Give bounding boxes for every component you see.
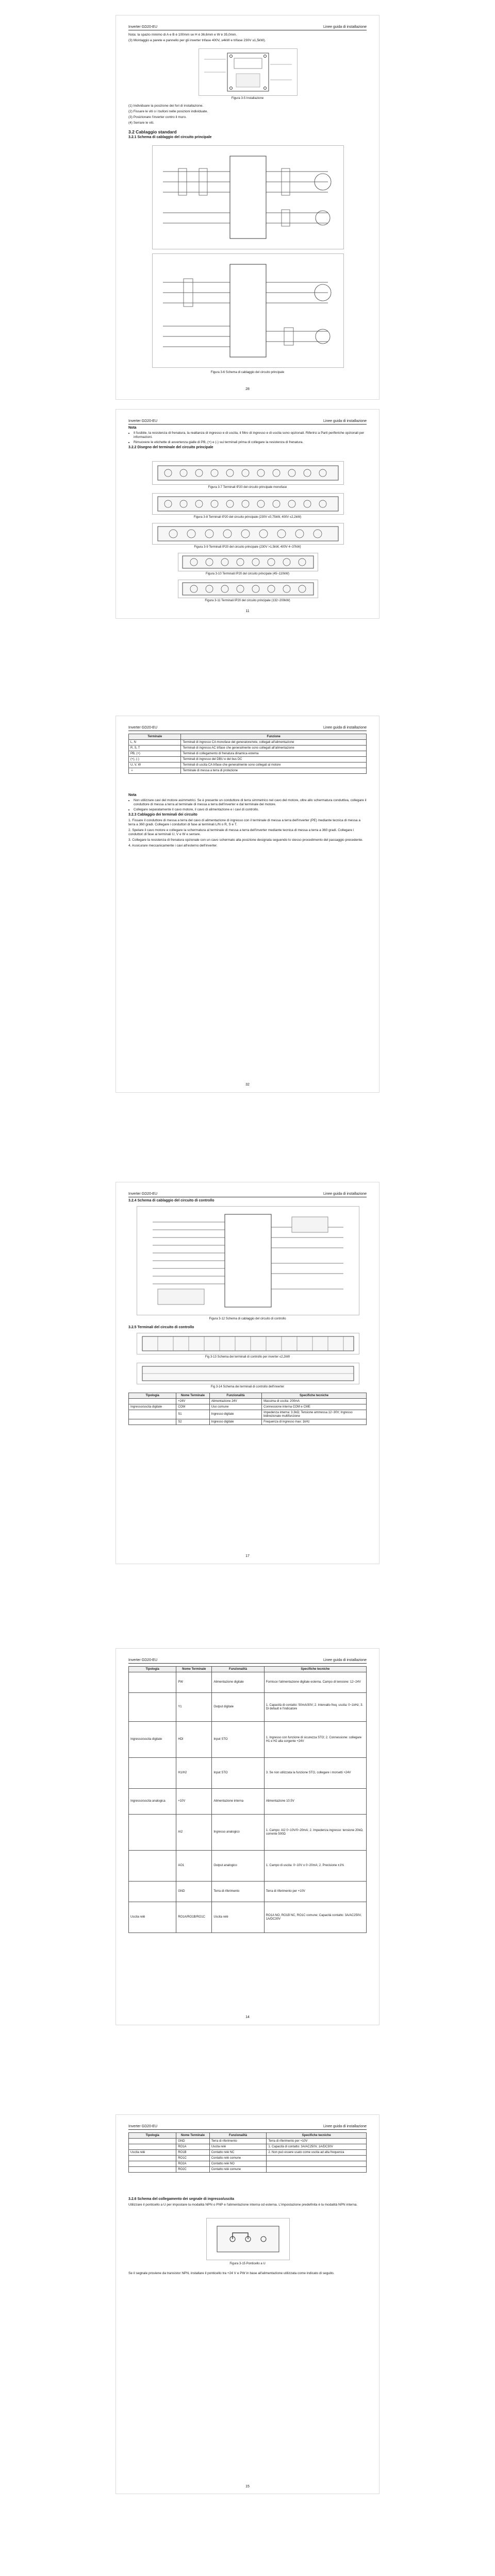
table-row — [129, 1789, 367, 1815]
table-cell: Terminali di uscita CA trifase che generalmente sono collegati al motore — [181, 762, 367, 768]
figure-caption: Figura 3-5 Installazione — [231, 97, 264, 100]
table-cell: RO1A — [176, 2144, 210, 2150]
table-cell: +10V — [176, 1789, 212, 1815]
table-cell: Terminale di messa a terra di protezione — [181, 768, 367, 774]
manual-page-5 — [116, 1649, 379, 2025]
page-number: 28 — [245, 387, 250, 391]
table-row — [129, 2139, 367, 2144]
table-cell: 1. Capacità di contatto: 3A/AC250V, 1A/DC30V — [267, 2144, 367, 2150]
header-left: Inverter GD20-EU — [128, 726, 158, 730]
table-cell: 3. Se non utilizzata la funzione STO, collegare i morsetti +24V — [264, 1758, 366, 1789]
table-cell: Terra di riferimento per +10V — [264, 1882, 366, 1902]
control-wiring-diagram — [137, 1206, 359, 1315]
wiring-notes — [128, 793, 367, 850]
table-cell: Ingresso/uscita digitale — [129, 1722, 176, 1758]
table-row — [129, 1758, 367, 1789]
control-terminal-table — [128, 1393, 367, 1425]
paragraph: 4. Assicurare meccanicamente i cavi all'esterno dell'inverter. — [128, 844, 218, 848]
figure-caption: Figura 3-11 Terminali IP20 del circuito principale (132~200kW) — [205, 599, 290, 602]
table-header-cell: Specifiche tecniche — [267, 2133, 367, 2139]
table-cell: Uscita relè — [209, 2144, 267, 2150]
table-cell — [129, 1758, 176, 1789]
table-cell: Output digitale — [212, 1693, 264, 1722]
table-row — [129, 1672, 367, 1693]
step-item: (1) Individuare la posizione dei fori di installazione. — [128, 104, 204, 108]
table-cell — [129, 1882, 176, 1902]
table-cell: Alimentazione digitale — [212, 1672, 264, 1693]
step-item: (2) Fissare le viti o i bulloni nelle posizioni individuate. — [128, 110, 208, 113]
table-cell: Input STO — [212, 1722, 264, 1758]
table-cell — [129, 1693, 176, 1722]
table-cell — [129, 1851, 176, 1882]
table-cell: Terra di riferimento — [212, 1882, 264, 1902]
control-terminal-strip-1 — [137, 1333, 359, 1354]
relay-table — [128, 2132, 367, 2173]
table-cell: 1. Ingresso con funzione di sicurezza STO; 2. Connessione: collegare H1 e H2 alla sorgente +24V — [264, 1722, 366, 1758]
table-cell: Output analogico — [212, 1851, 264, 1882]
terminal-table-block — [128, 734, 367, 774]
manual-page-3 — [116, 716, 379, 1092]
note-bullet: • Rimuovere le etichette di avvertenza gialle di PB, (+) e (-) sui terminali prima di collegare la resistenza di frenatura. — [134, 440, 367, 445]
paragraph: 2. Spelare il cavo motore e collegare la schermatura al terminale di messa a terra dell'inverter mediante tecnica di messa a terra a 360 gradi. Collegare i conduttori di fase ai terminali U, V e W e serrare. — [128, 828, 354, 836]
table-header-cell: Specifiche tecniche — [262, 1393, 367, 1399]
table-cell: Ingresso digitale — [209, 1410, 261, 1419]
subsection-block — [128, 1199, 367, 1205]
relay-table-block — [128, 2132, 367, 2173]
note-bullet: • Non utilizzare cavi del motore asimmetrici. Se è presente un conduttore di terra simmetrico nel cavo del motore, oltre allo schermatura conduttiva, collegare il conduttore di messa a terra al terminale di messa a terra dell'inverter e dal terminale del motore. — [134, 799, 367, 807]
control-terminal-table-block — [128, 1393, 367, 1425]
page-number: 32 — [245, 1083, 250, 1087]
table-cell: AO1 — [176, 1851, 212, 1882]
table-row — [129, 1419, 367, 1425]
table-cell: GND — [176, 1882, 212, 1902]
table-cell: Terminali di collegamento di frenatura dinamica esterna — [181, 751, 367, 757]
page-number: 11 — [245, 609, 250, 613]
note-bullet: • Collegare separatamente il cavo motore, il cavo di alimentazione e i cavi di controllo. — [134, 808, 367, 812]
subsection-heading: 3.2.5 Terminali del circuito di controllo — [128, 1326, 194, 1329]
paragraph: Se il segnale proviene da transistor NPN, installare il ponticello tra +24 V e PW in base all'alimentazione utilizzata come indicato di seguito. — [128, 2272, 335, 2275]
subsection-heading: 3.2.6 Schema del collegamento dei segnale di ingresso/uscita — [128, 2197, 235, 2201]
table-cell: Contatto relè comune — [209, 2156, 267, 2161]
header-right: Linee guida di installazione — [323, 1192, 367, 1196]
table-cell: S1 — [176, 1410, 210, 1419]
table-cell: Ingresso analogico — [212, 1815, 264, 1851]
table-cell: Terra di riferimento — [209, 2139, 267, 2144]
table-row — [129, 762, 367, 768]
page-number: 17 — [245, 1554, 250, 1558]
terminal-table — [128, 734, 367, 774]
page-header — [128, 1190, 367, 1197]
io-section — [128, 2197, 367, 2209]
table-header-cell: Nome Terminale — [176, 1667, 212, 1672]
table-cell: Y1 — [176, 1693, 212, 1722]
table-cell: Terminali di ingresso AC trifase che generalmente sono collegati all'alimentazione — [181, 745, 367, 751]
table-row — [129, 2150, 367, 2156]
table-cell: Uscita relè — [212, 1902, 264, 1933]
note-title: Nota — [128, 793, 137, 797]
note-line: (3) Montaggio a parete e pannello per gli inverter trifase 400V, ≥4kW e trifase 230V ≥1,5kW). — [128, 39, 266, 42]
table-cell: RO1A NO, RO1B NC, RO1C comune; Capacità contatto: 3A/AC250V, 1A/DC30V — [264, 1902, 366, 1933]
header-left: Inverter GD20-EU — [128, 25, 158, 29]
table-header-cell: Nome Terminale — [176, 1393, 210, 1399]
paragraph: 1. Fissare il conduttore di messa a terra del cavo di alimentazione di ingresso con il terminale di messa a terra dell'inverter (PE) mediante tecnica di messa a terra a 360 gradi. Collegare i conduttori di fase ai terminali L/N o R, S e T. — [128, 819, 360, 826]
page-header — [128, 23, 367, 30]
paragraph: Utilizzare il ponticello a U per impostare la modalità NPN o PNP e l'alimentazione interna od esterna. L'impostazione predefinita è la modalità NPN interna. — [128, 2203, 358, 2207]
terminal-strip-5 — [178, 580, 318, 598]
table-row — [129, 1410, 367, 1419]
table-header-cell: Tipologia — [129, 1393, 176, 1399]
table-row — [129, 1404, 367, 1410]
table-cell — [267, 2167, 367, 2173]
table-cell: 2. Non può essere usato come uscita ad alta frequenza — [267, 2150, 367, 2156]
header-right: Linee guida di installazione — [323, 2125, 367, 2128]
terminal-strip-1 — [152, 461, 344, 485]
table-header-cell: Specifiche tecniche — [264, 1667, 366, 1672]
figure-caption: Figura 3-12 Schema di cablaggio del circuito di controllo — [209, 1317, 286, 1320]
table-row — [129, 1815, 367, 1851]
table-row — [129, 757, 367, 762]
table-cell: Contatto relè comune — [209, 2167, 267, 2173]
table-cell: Input STO — [212, 1758, 264, 1789]
main-circuit-diagram-2 — [152, 253, 344, 368]
header-left: Inverter GD20-EU — [128, 2125, 158, 2128]
table-row — [129, 751, 367, 757]
table-cell: H1/H2 — [176, 1758, 212, 1789]
terminal-strip-4 — [178, 553, 318, 571]
table-header-cell: Funzione — [181, 734, 367, 740]
table-row — [129, 2156, 367, 2161]
main-circuit-diagram-1 — [152, 145, 344, 249]
subsection-block — [128, 1326, 367, 1331]
table-cell: Contatto relè NC — [209, 2150, 267, 2156]
subsection-heading: 3.2.4 Schema di cablaggio del circuito di controllo — [128, 1199, 214, 1202]
manual-page-2 — [116, 410, 379, 618]
table-row — [129, 1882, 367, 1902]
subsection-heading: 3.2.3 Cablaggio dei terminali dei circuito — [128, 813, 197, 817]
table-cell: Terra di riferimento per +10V — [267, 2139, 367, 2144]
table-row — [129, 1399, 367, 1404]
table-cell: GND — [176, 2139, 210, 2144]
table-cell — [129, 2156, 176, 2161]
table-cell: Uscita relè — [129, 2150, 176, 2156]
note-block — [128, 426, 367, 451]
page-header — [128, 1656, 367, 1664]
section-heading-block — [128, 130, 367, 141]
table-cell: Connessione interna COM e CME — [262, 1404, 367, 1410]
table-header-cell: Nome Terminale — [176, 2133, 210, 2139]
table-cell: Alimentazione 24V — [209, 1399, 261, 1404]
figure-caption: Figura 3-10 Terminali IP20 del circuito principale (45~110kW) — [205, 572, 290, 575]
page-number: 15 — [245, 2485, 250, 2488]
manual-page-6 — [116, 2115, 379, 2494]
header-right: Linee guida di installazione — [323, 419, 367, 423]
table-cell: +24V — [176, 1399, 210, 1404]
table-header-cell: Funzionalità — [209, 2133, 267, 2139]
header-right: Linee guida di installazione — [323, 25, 367, 29]
section-heading: 3.2 Cablaggio standard — [128, 129, 177, 134]
table-row — [129, 1722, 367, 1758]
header-left: Inverter GD20-EU — [128, 1192, 158, 1196]
table-cell: 1. Campo: AI2 0~10V/0~20mA; 2. Impedenza ingresso: tensione 20kΩ, corrente 500Ω — [264, 1815, 366, 1851]
table-cell: COM — [176, 1404, 210, 1410]
table-row — [129, 768, 367, 774]
table-cell — [129, 1815, 176, 1851]
table-cell: L, N — [129, 740, 181, 745]
figure-caption: Figura 3-7 Terminali IP20 del circuito principale monofase — [208, 486, 287, 489]
table-cell: RO2C — [176, 2167, 210, 2173]
page-number: 14 — [245, 2015, 250, 2019]
note-block — [128, 33, 367, 44]
table-cell — [129, 2167, 176, 2173]
table-cell: Impedenza interna: 3.3kΩ; Tensione ammessa 12~30V; Ingresso bidirezionale multifunzione — [262, 1410, 367, 1419]
table-cell: RO1A/RO1B/RO1C — [176, 1902, 212, 1933]
table-cell: U, V, W — [129, 762, 181, 768]
page-header — [128, 417, 367, 425]
table-cell — [129, 2161, 176, 2167]
table-row — [129, 1693, 367, 1722]
table-header-cell: Tipologia — [129, 2133, 176, 2139]
table-cell: Alimentazione interna — [212, 1789, 264, 1815]
steps-list — [128, 104, 367, 127]
step-item: (3) Posizionare l'inverter contro il muro. — [128, 115, 187, 119]
spec-table — [128, 1666, 367, 1933]
header-left: Inverter GD20-EU — [128, 1658, 158, 1662]
table-cell: Terminali di ingresso del DBU e del bus DC — [181, 757, 367, 762]
page-header — [128, 2122, 367, 2130]
table-cell: Alimentazione 10.5V — [264, 1789, 366, 1815]
table-cell: Terminali di ingresso CA monofase del generatore/rete, collegati all'alimentazione — [181, 740, 367, 745]
table-cell: Frequenza di ingresso max: 1kHz — [262, 1419, 367, 1425]
ground-icon: ⏚ — [129, 768, 181, 774]
table-cell: Ingresso digitale — [209, 1419, 261, 1425]
figure-caption: Fig 3-13 Schema dei terminali di controllo per inverter ≤2,2kW — [205, 1355, 290, 1359]
u-jumper-figure — [206, 2218, 290, 2260]
header-left: Inverter GD20-EU — [128, 419, 158, 423]
header-right: Linee guida di installazione — [323, 1658, 367, 1662]
table-cell: (+), (-) — [129, 757, 181, 762]
table-header-cell: Funzionalità — [209, 1393, 261, 1399]
table-row — [129, 2167, 367, 2173]
table-cell — [129, 1419, 176, 1425]
table-cell — [129, 1410, 176, 1419]
figure-caption: Figura 3-15 Ponticello a U — [229, 2262, 266, 2265]
figure-caption: Fig 3-14 Schema dei terminali di controllo dell'inverter — [210, 1385, 285, 1388]
table-cell: Uscita relè — [129, 1902, 176, 1933]
table-cell: 1. Capacità di contatto: 50mA/30V; 2. Intervallo freq. uscita: 0~1kHz; 3. Di default è l'indicatore — [264, 1693, 366, 1722]
table-cell: RO2A — [176, 2161, 210, 2167]
table-cell: RO1B — [176, 2150, 210, 2156]
table-cell: 1. Campo di uscita: 0~10V o 0~20mA; 2. Precisione ±1% — [264, 1851, 366, 1882]
table-cell: PB, (+) — [129, 751, 181, 757]
control-terminal-strip-2 — [137, 1363, 359, 1384]
table-row — [129, 2161, 367, 2167]
table-cell: HDI — [176, 1722, 212, 1758]
figure-caption: Figura 3-6 Schema di cablaggio del circuito principale — [210, 371, 285, 374]
terminal-strip-2 — [152, 493, 344, 515]
terminal-strip-3 — [152, 523, 344, 545]
table-cell — [267, 2156, 367, 2161]
figure-caption: Figura 3-9 Terminali IP20 del circuito principale (230V >1,5kW, 400V 4~37kW) — [194, 546, 301, 549]
note-bullet: • Il fusibile, la resistenza di frenatura, la reattanza di ingresso e di uscita, il filtro di ingresso e di uscita sono opzionali. Riferirsi a Parti periferiche opzionali per informazioni. — [134, 431, 367, 439]
table-cell — [267, 2161, 367, 2167]
table-cell: Contatto relè NO — [209, 2161, 267, 2167]
subsection-heading: 3.2.1 Schema di cablaggio del circuito principale — [128, 135, 212, 139]
subsection-heading: 3.2.2 Disegno del terminale del circuito principale — [128, 446, 213, 449]
table-row — [129, 745, 367, 751]
table-cell: Ingresso/uscita digitale — [129, 1404, 176, 1410]
manual-page-4 — [116, 1182, 379, 1564]
table-row — [129, 1851, 367, 1882]
table-cell — [129, 1399, 176, 1404]
table-cell: AI2 — [176, 1815, 212, 1851]
table-cell: Massima di uscita: 200mA — [262, 1399, 367, 1404]
installation-figure — [199, 48, 298, 96]
table-row — [129, 1902, 367, 1933]
paragraph: 3. Collegare la resistenza di frenatura opzionale con un cavo schermato alla posizione designata seguendo lo stesso procedimento del passaggio precedente. — [128, 838, 363, 842]
manual-page-1 — [116, 15, 379, 399]
table-cell: S2 — [176, 1419, 210, 1425]
spec-table-block — [128, 1666, 367, 1933]
step-item: (4) Serrare le viti. — [128, 121, 154, 125]
table-cell: Uso comune — [209, 1404, 261, 1410]
header-right: Linee guida di installazione — [323, 726, 367, 730]
figure-caption: Figura 3-8 Terminali IP20 del circuito principale (230V ≤0,75kW, 400V ≤2,2kW) — [193, 516, 302, 519]
table-cell: RO1C — [176, 2156, 210, 2161]
table-cell: Ingresso/uscita analogica — [129, 1789, 176, 1815]
note-title: Nota — [128, 426, 137, 430]
note-line: Nota: la spazio minimo di A e B è 100mm se H è 36,6mm e W è 35,0mm. — [128, 33, 237, 37]
table-cell: R, S, T — [129, 745, 181, 751]
table-row — [129, 2144, 367, 2150]
table-cell: Fornisce l'alimentazione digitale esterna. Campo di tensione: 12~24V — [264, 1672, 366, 1693]
table-cell — [129, 2144, 176, 2150]
table-cell: PW — [176, 1672, 212, 1693]
table-header-cell: Funzionalità — [212, 1667, 264, 1672]
table-header-cell: Tipologia — [129, 1667, 176, 1672]
table-header-cell: Terminale — [129, 734, 181, 740]
table-row — [129, 740, 367, 745]
npn-paragraph-block — [128, 2272, 367, 2277]
page-header — [128, 723, 367, 731]
table-cell — [129, 2139, 176, 2144]
table-cell — [129, 1672, 176, 1693]
